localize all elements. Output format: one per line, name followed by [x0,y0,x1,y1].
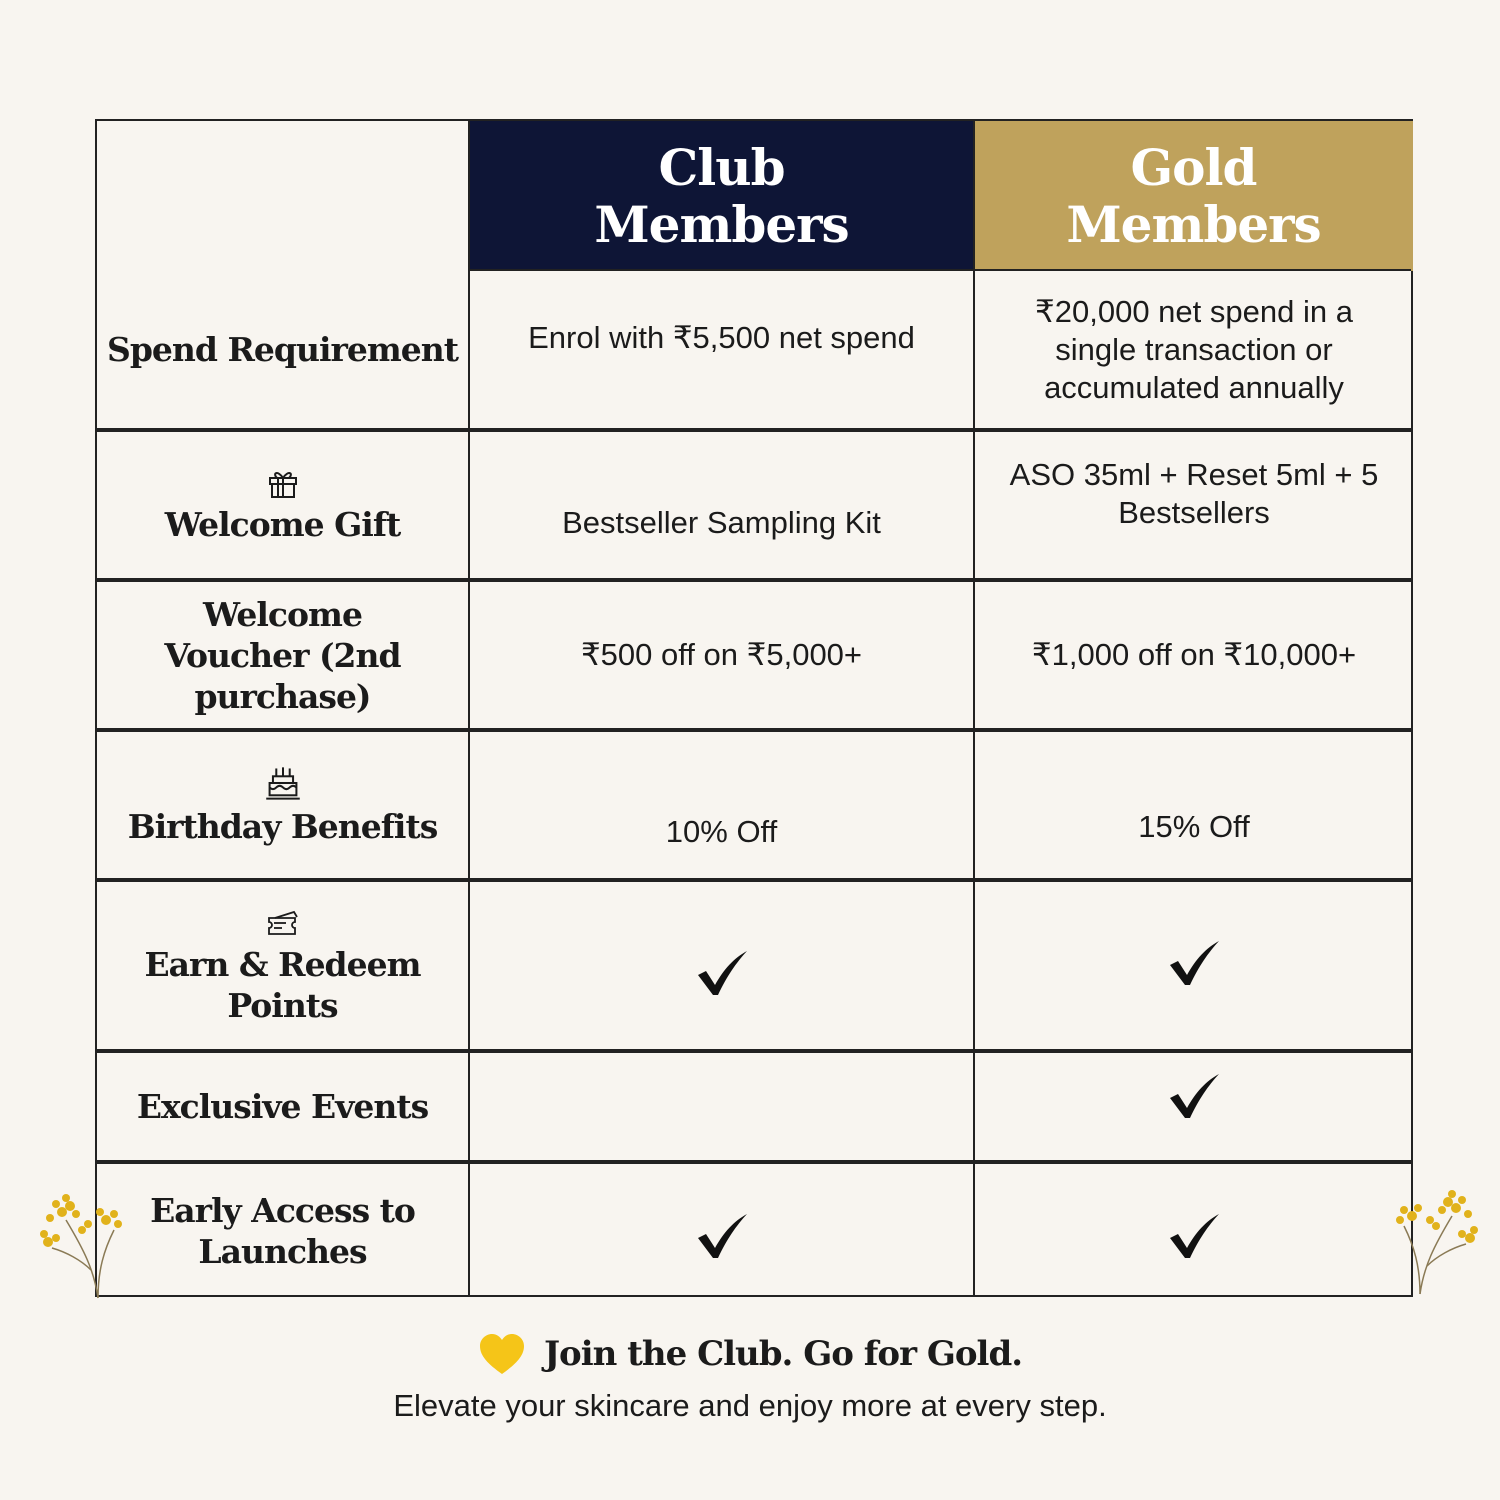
club-value: ₹500 off on ₹5,000+ [580,637,863,672]
footer-title: Join the Club. Go for Gold. [543,1334,1023,1374]
gold-value-cell [975,271,1413,428]
club-value-cell [470,1164,973,1297]
club-members-label: Club Members [594,138,849,254]
row-label-cell [97,882,468,1049]
club-value: Bestseller Sampling Kit [562,504,881,540]
club-value-cell [470,271,973,404]
flower-left-icon [36,1190,126,1300]
membership-comparison-table [95,119,1413,1297]
row-label-cell [97,271,468,428]
gift-icon [266,466,300,500]
footer-title-row [0,1332,1500,1376]
gold-members-header [974,121,1413,271]
row-label-cell [97,432,468,578]
gold-value-cell [975,781,1413,873]
heart-icon [478,1332,526,1376]
gold-value-cell [975,432,1413,556]
flower-right-icon [1390,1186,1480,1296]
row-label: Early Access to Launches [150,1190,415,1271]
ticket-icon [265,906,301,940]
gold-value-cell [975,1164,1413,1297]
checkmark-icon [1166,1212,1222,1262]
checkmark-icon [694,949,750,999]
club-value-cell [470,786,973,878]
row-label: Earn & Redeem Points [144,944,421,1025]
row-label-cell [97,1053,468,1160]
club-value-cell [470,467,973,578]
row-label: Exclusive Events [136,1087,429,1126]
row-label-cell [97,582,468,728]
footer-subtitle: Elevate your skincare and enjoy more at every step. [393,1388,1107,1423]
checkmark-icon [1166,939,1222,989]
checkmark-icon [694,1212,750,1262]
club-value: 10% Off [665,814,778,849]
cake-icon [264,764,302,802]
gold-value: ₹20,000 net spend in a single transaction or accumulated annually [1035,293,1353,405]
row-label-cell [97,732,468,878]
gold-value-cell [975,1053,1413,1160]
row-label: Welcome Gift [164,504,401,544]
club-value-cell [470,582,973,728]
row-label: Birthday Benefits [127,806,438,846]
gold-value-cell [975,882,1413,1049]
club-members-header [469,121,974,271]
club-value: Enrol with ₹5,500 net spend [528,319,915,355]
row-label: Welcome Voucher (2nd purchase) [164,594,401,716]
row-label: Spend Requirement [107,330,459,369]
gold-members-label: Gold Members [1066,138,1321,254]
gold-value: ASO 35ml + Reset 5ml + 5 Bestsellers [1009,457,1379,530]
row-label-cell [97,1164,468,1297]
club-value-cell [470,882,973,1049]
club-value-cell [470,1053,973,1160]
gold-value: 15% Off [1138,809,1250,844]
checkmark-icon [1166,1072,1222,1122]
gold-value: ₹1,000 off on ₹10,000+ [1031,637,1357,672]
gold-value-cell [975,582,1413,728]
